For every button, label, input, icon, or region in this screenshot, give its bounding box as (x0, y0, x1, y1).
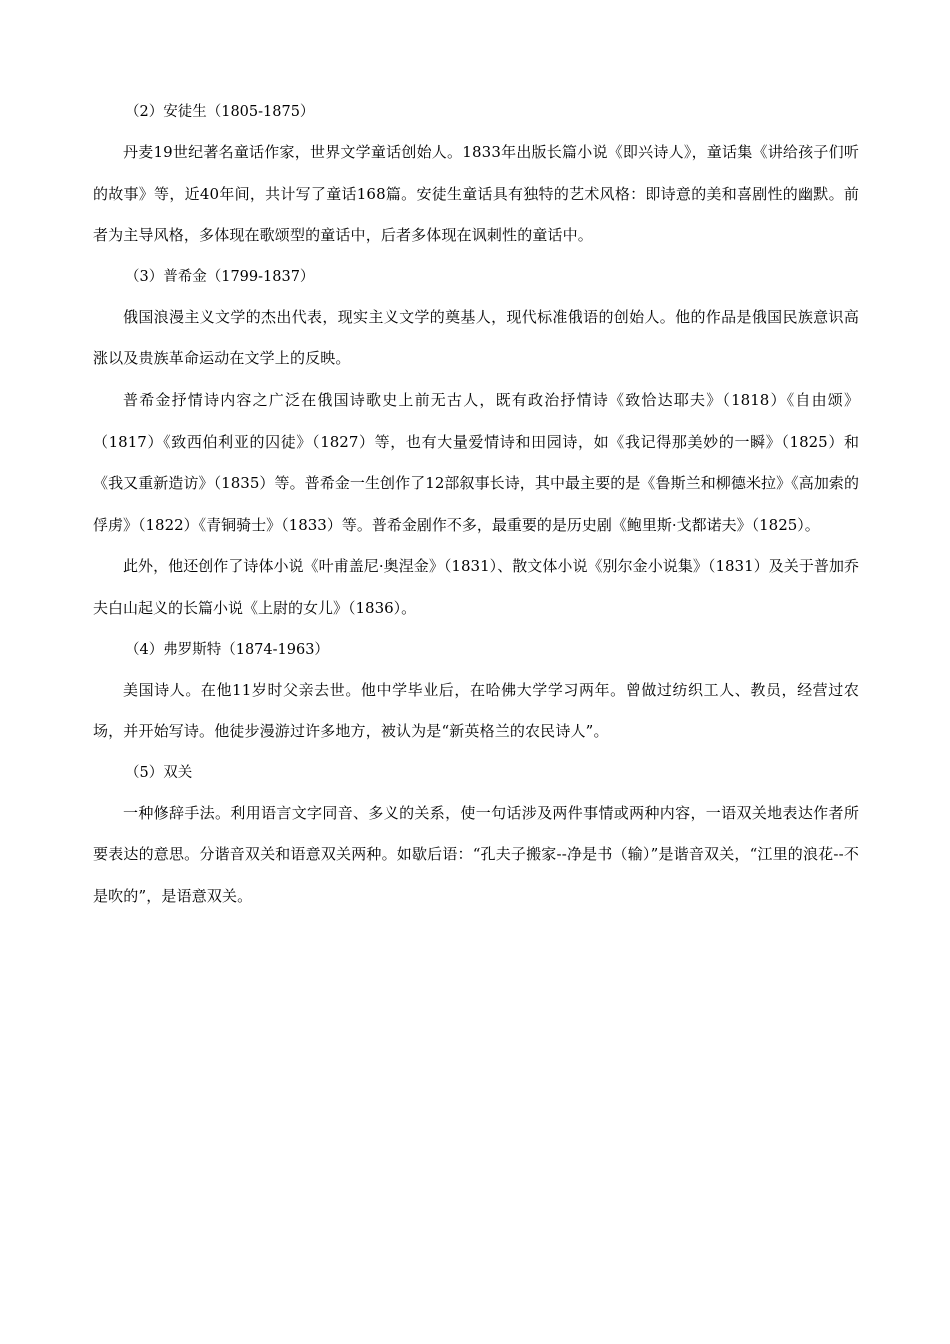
section-heading-frost: （4）弗罗斯特（1874-1963） (125, 641, 329, 658)
document-page (93, 92, 859, 918)
section-andersen (93, 92, 859, 257)
paragraph-pushkin-novels: 此外，他还创作了诗体小说《叶甫盖尼·奥涅金》（1831）、散文体小说《别尔金小说集》（1831）及关于普加乔夫白山起义的长篇小说《上尉的女儿》（1836）。 (93, 557, 859, 617)
section-heading-pun: （5）双关 (125, 764, 193, 781)
paragraph-frost-bio: 美国诗人。在他11岁时父亲去世。他中学毕业后，在哈佛大学学习两年。曾做过纺织工人、教员，经营过农场，并开始写诗。他徒步漫游过许多地方，被认为是“新英格兰的农民诗人”。 (93, 680, 859, 741)
paragraph-pushkin-lyrics: 普希金抒情诗内容之广泛在俄国诗歌史上前无古人，既有政治抒情诗《致恰达耶夫》（1818）《自由颂》（1817）《致西伯利亚的囚徒》（1827）等，也有大量爱情诗和田园诗，如《我记得那美妙的一瞬》（1825）和《我又重新造访》（1835）等。普希金一生创作了12部叙事长诗，其中最主要的是《鲁斯兰和柳德米拉》《高加索的俘虏》（1822）《青铜骑士》（1833）等。普希金剧作不多，最重要的是历史剧《鲍里斯·戈都诺夫》（1825）。 (93, 390, 859, 534)
section-heading-pushkin: （3）普希金（1799-1837） (125, 268, 315, 285)
paragraph-pushkin-intro: 俄国浪漫主义文学的杰出代表，现实主义文学的奠基人，现代标准俄语的创始人。他的作品是俄国民族意识高涨以及贵族革命运动在文学上的反映。 (93, 307, 859, 368)
section-pun (93, 753, 859, 918)
section-pushkin (93, 257, 859, 630)
paragraph-andersen-bio: 丹麦19世纪著名童话作家，世界文学童话创始人。1833年出版长篇小说《即兴诗人》，童话集《讲给孩子们听的故事》等，近40年间，共计写了童话168篇。安徒生童话具有独特的艺术风格：即诗意的美和喜剧性的幽默。前者为主导风格，多体现在歌颂型的童话中，后者多体现在讽刺性的童话中。 (93, 143, 859, 245)
paragraph-pun-definition: 一种修辞手法。利用语言文字同音、多义的关系，使一句话涉及两件事情或两种内容，一语双关地表达作者所要表达的意思。分谐音双关和语意双关两种。如歇后语：“孔夫子搬家--净是书（输）”是谐音双关，“江里的浪花--不是吹的”，是语意双关。 (93, 803, 859, 905)
section-frost (93, 630, 859, 753)
section-heading-andersen: （2）安徒生（1805-1875） (125, 104, 315, 120)
